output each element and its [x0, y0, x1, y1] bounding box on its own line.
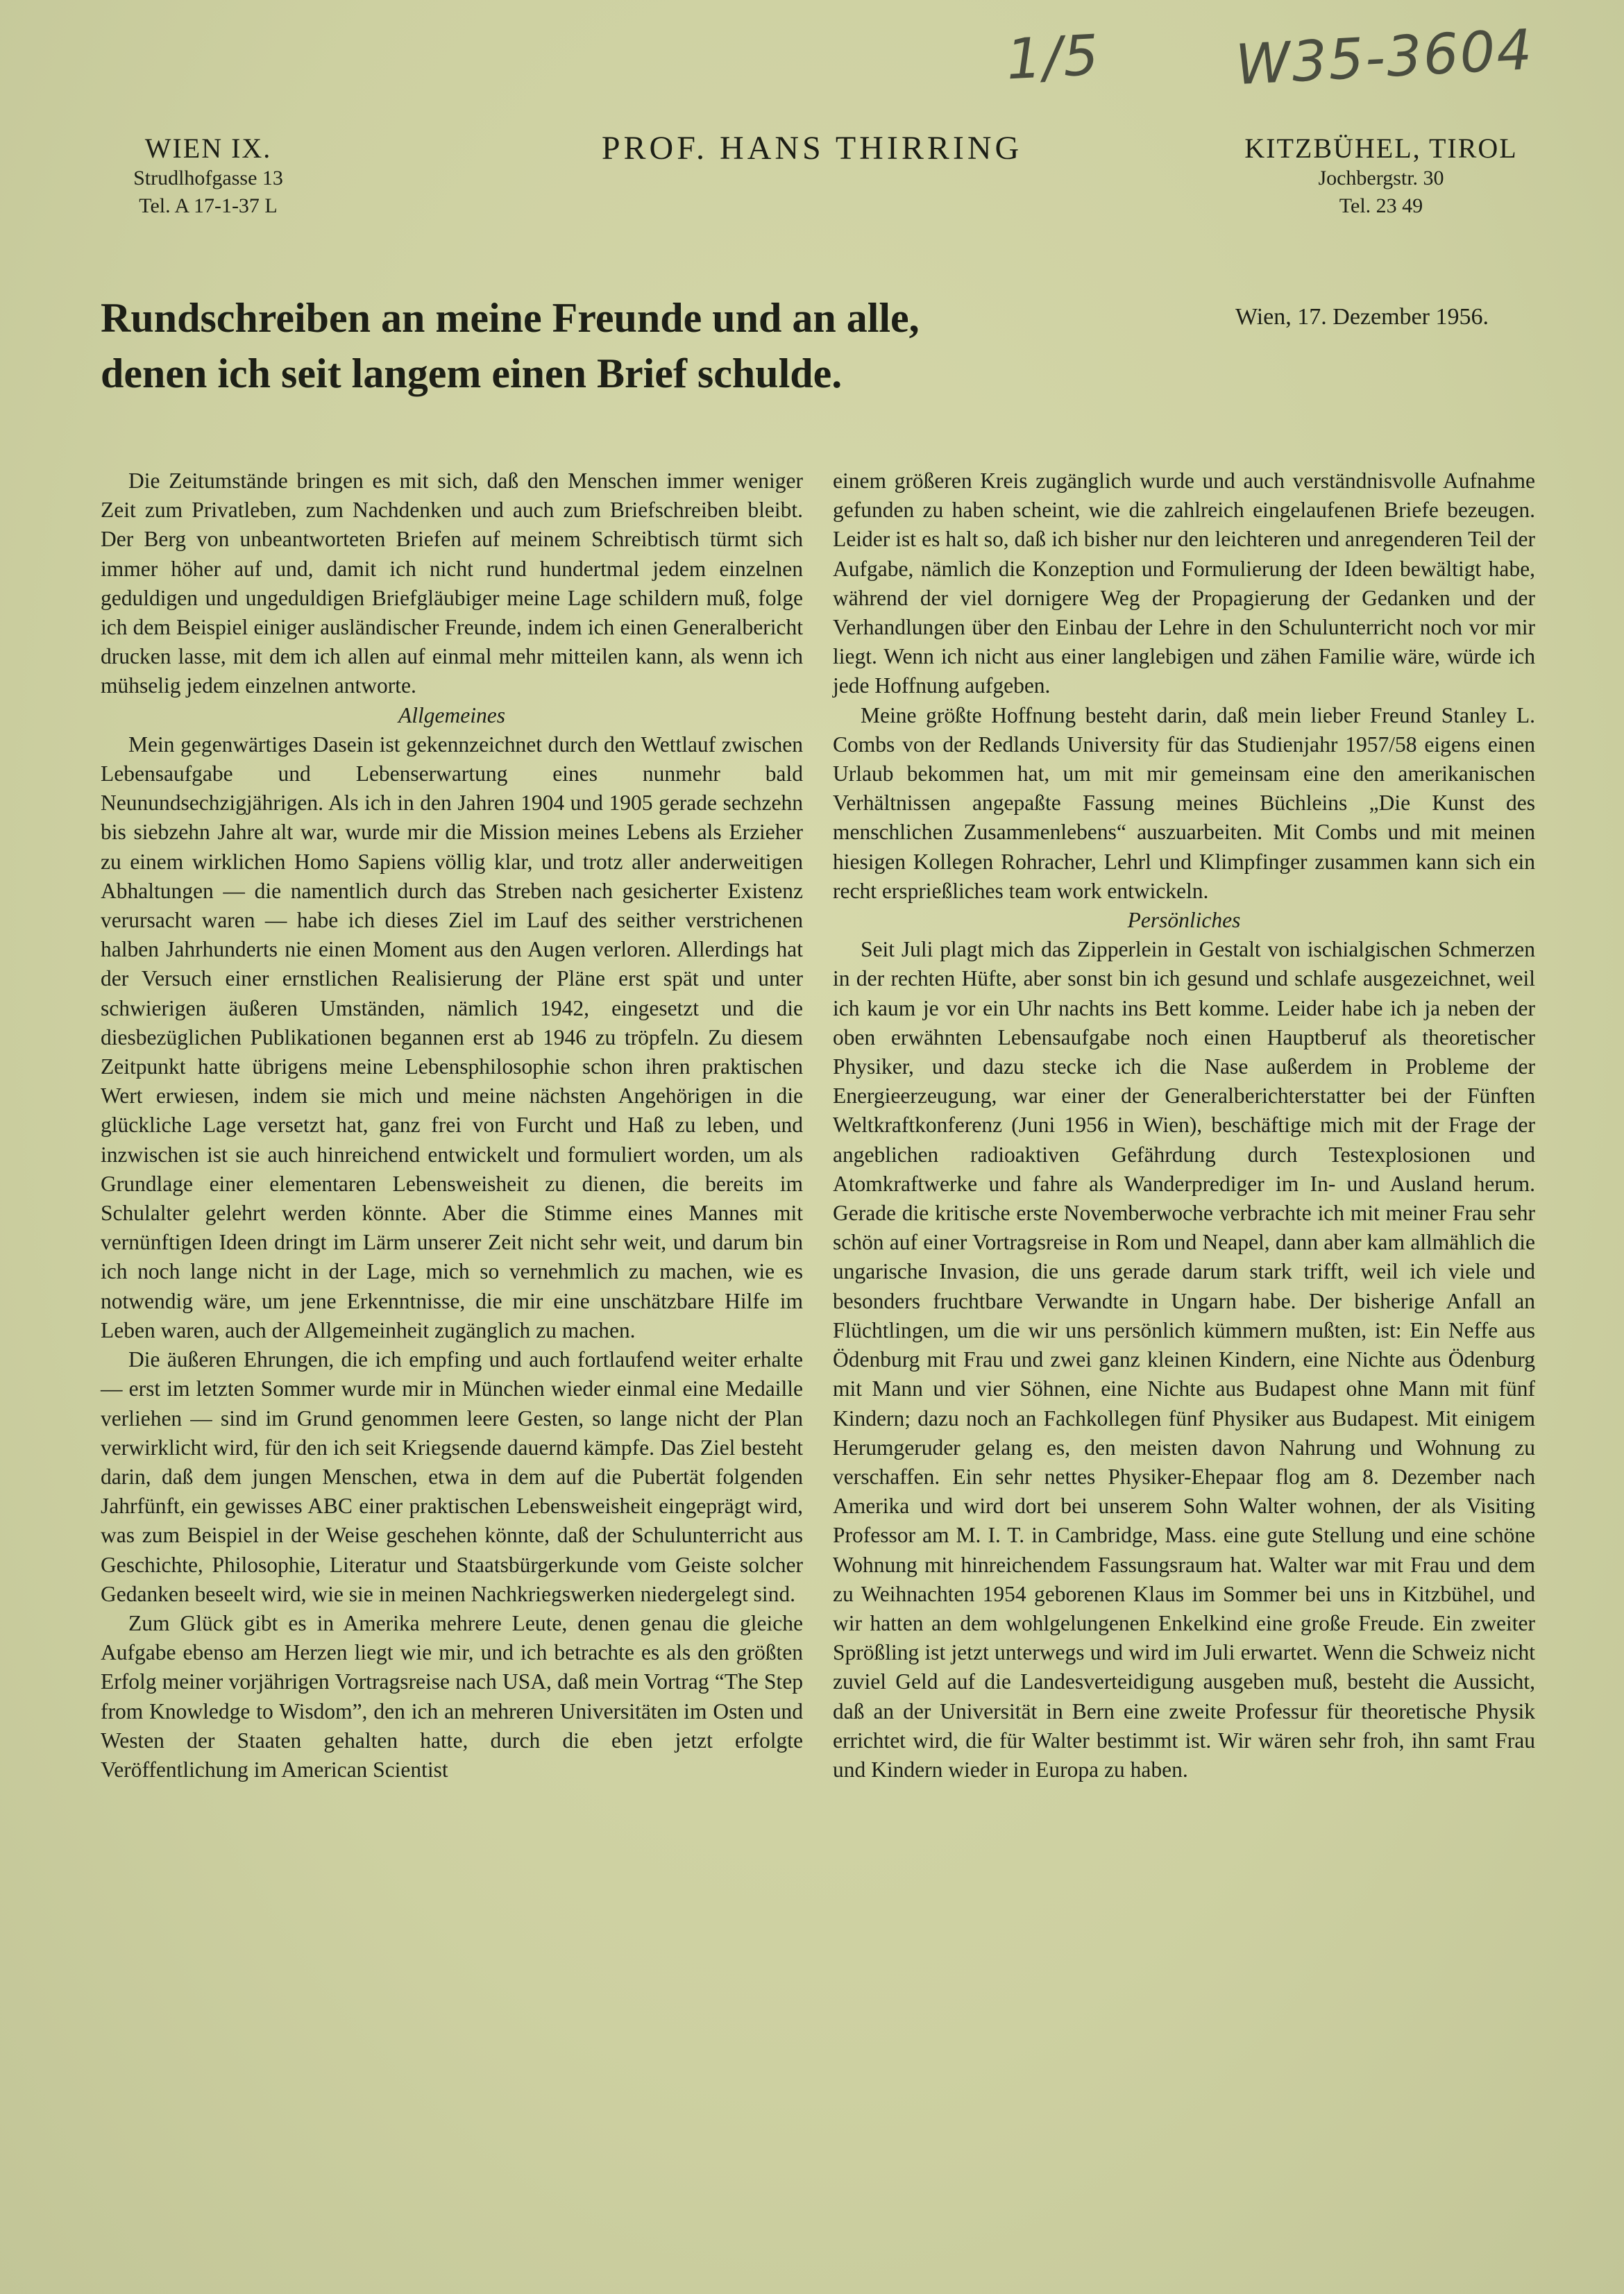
- section-heading-persoenliches: Persönliches: [1127, 908, 1241, 933]
- archive-number-handwritten: 1/5: [1004, 22, 1102, 92]
- letter-title: [101, 290, 1142, 401]
- section-heading-allgemeines: Allgemeines: [398, 702, 505, 727]
- paragraph: Die äußeren Ehrungen, die ich empfing und auch fortlaufend weiter erhalte — erst im letzten Sommer wurde mir in München wieder einmal eine Medaille verliehen — sind im Grund genommen leere Gesten, so lange nicht der Plan verwirklicht wird, für den ich seit Kriegsende dauernd kämpfe. Das Ziel besteht darin, daß dem jungen Menschen, etwa in dem auf die Pubertät folgenden Jahrfünft, ein gewisses ABC einer praktischen Lebensweisheit eingeprägt wird, was zum Beispiel in der Weise geschehen könnte, daß der Schulunterricht aus Geschichte, Philosophie, Literatur und Staatsbürgerkunde vom Geiste solcher Gedanken beseelt wird, wie sie in meinen Nachkriegswerken niedergelegt sind.: [101, 1347, 803, 1606]
- text-column-left: [101, 466, 803, 1785]
- paragraph: Zum Glück gibt es in Amerika mehrere Leute, denen genau die gleiche Aufgabe ebenso am Herzen liegt wie mir, und ich betrachte es als den größten Erfolg meiner vorjährigen Vortragsreise nach USA, daß mein Vortrag “The Step from Knowledge to Wisdom”, den ich an mehreren Universitäten im Osten und Westen der Staaten gehalten hatte, durch die eben jetzt erfolgte Veröffentlichung im American Scientist: [101, 1610, 803, 1782]
- letterhead-kitzbuehel-phone: Tel. 23 49: [1339, 194, 1423, 217]
- letter-date: Wien, 17. Dezember 1956.: [1235, 304, 1489, 330]
- paragraph: Die Zeitumstände bringen es mit sich, daß den Menschen immer weniger Zeit zum Privatleben, zum Nachdenken und auch zum Briefschreiben bleibt. Der Berg von unbeantworteten Briefen auf meinem Schreibtisch türmt sich immer höher auf und, damit ich nicht rund hundertmal jedem einzelnen geduldigen und ungeduldigen Briefgläubiger meine Lage schildern muß, folge ich dem Beispiel einiger ausländischer Freunde, indem ich einen Generalbericht drucken lasse, mit dem ich allen auf einmal mehr mitteilen kann, als wenn ich mühselig jedem einzelnen antworte.: [101, 469, 803, 698]
- paragraph: Seit Juli plagt mich das Zipperlein in Gestalt von ischialgischen Schmerzen in der rechten Hüfte, aber sonst bin ich gesund und schlafe ausgezeichnet, weil ich kaum je vor ein Uhr nachts ins Bett komme. Leider habe ich ja neben der oben erwähnten Lebensaufgabe noch einen Hauptberuf als theoretischer Physiker, und dazu stecke ich die Nase außerdem in Probleme der Energieerzeugung, war einer der Generalberichterstatter bei der Fünften Weltkraftkonferenz (Juni 1956 in Wien), beschäftige mich mit der Frage der angeblichen radioaktiven Gefährdung durch Testexplosionen und Atomkraftwerke und fahre als Wanderprediger im In- und Ausland herum. Gerade die kritische erste Novemberwoche verbrachte ich mit meiner Frau sehr schön auf einer Vortragsreise in Rom und Neapel, dann aber kam allmählich die ungarische Invasion, die uns gerade darum stark trifft, weil ich viele und besonders fruchtbare Verwandte in Ungarn habe. Der bisherige Anfall an Flüchtlingen, um die wir uns persönlich kümmern mußten, ist: Ein Neffe aus Ödenburg mit Frau und zwei ganz kleinen Kindern, eine Nichte aus Ödenburg mit Mann und vier Söhnen, eine Nichte aus Budapest ohne Mann mit fünf Kindern; dazu noch an Fachkollegen fünf Physiker aus Budapest. Mit einigem Herumgeruder gelang es, den meisten davon Nahrung und Wohnung zu verschaffen. Ein sehr nettes Physiker-Ehepaar flog am 8. Dezember nach Amerika und wird dort bei unserem Sohn Walter wohnen, der als Visiting Professor am M. I. T. in Cambridge, Mass. eine gute Stellung und eine schöne Wohnung mit hinreichendem Fassungsraum hat. Walter war mit Frau und dem zu Weihnachten 1954 geborenen Klaus im Sommer bei uns in Kitzbühel, und wir hatten an dem wohlgelungenen Enkelkind eine große Freude. Ein zweiter Sprößling ist jetzt unterwegs und wird im Juli erwartet. Wenn die Schweiz nicht zuviel Geld auf die Landesverteidigung ausgeben muß, besteht die Aussicht, daß an der Universität in Bern eine zweite Professur für theoretische Physik errichtet wird, die für Walter bestimmt ist. Wir wären sehr froh, ihn samt Frau und Kindern wieder in Europa zu haben.: [833, 937, 1535, 1782]
- paragraph-continued: einem größeren Kreis zugänglich wurde und auch verständnisvolle Aufnahme gefunden zu haben scheint, wie die zahlreich eingelaufenen Briefe bezeugen. Leider ist es halt so, daß ich bisher nur den leichteren und anregenderen Teil der Aufgabe, nämlich die Konzeption und Formulierung der Ideen bewältigt habe, während der viel dornigere Weg der Propagierung der Gedanken und der Verhandlungen über den Einbau der Lehre in den Schulunterricht noch vor mir liegt. Wenn ich nicht aus einer langlebigen und zähen Familie wäre, würde ich jede Hoffnung aufgeben.: [833, 469, 1535, 698]
- archive-signature-handwritten: W35-3604: [1233, 17, 1535, 98]
- letter-title-line-2: denen ich seit langem einen Brief schulde.: [101, 351, 843, 396]
- paragraph: Meine größte Hoffnung besteht darin, daß mein lieber Freund Stanley L. Combs von der Redlands University für das Studienjahr 1957/58 eigens einen Urlaub bekommen hat, um mit mir gemeinsam eine den amerikanischen Verhältnissen angepaßte Fassung meines Büchleins „Die Kunst des menschlichen Zusammenlebens“ auszuarbeiten. Mit Combs und mit meinen hiesigen Kollegen Rohracher, Lehrl und Klimpfinger zusammen kann sich ein recht ersprießliches team work entwickeln.: [833, 702, 1535, 903]
- letterhead-kitzbuehel-address: [1242, 132, 1520, 220]
- letter-title-line-1: Rundschreiben an meine Freunde und an alle,: [101, 295, 920, 341]
- letterhead-vienna-phone: Tel. A 17-1-37 L: [139, 194, 278, 217]
- text-column-right: [833, 466, 1535, 1785]
- letterhead-kitzbuehel-street: Jochbergstr. 30: [1318, 167, 1444, 189]
- letterhead-kitzbuehel-city: KITZBÜHEL, TIROL: [1244, 133, 1518, 164]
- letterhead-vienna-city: WIEN IX.: [144, 133, 272, 164]
- letterhead-vienna-street: Strudlhofgasse 13: [133, 167, 283, 189]
- letterhead-name: PROF. HANS THIRRING: [601, 130, 1023, 167]
- paragraph: Mein gegenwärtiges Dasein ist gekennzeichnet durch den Wettlauf zwischen Lebensaufgabe und Lebenserwartung eines nunmehr bald Neunundsechzigjährigen. Als ich in den Jahren 1904 und 1905 gerade sechzehn bis siebzehn Jahre alt war, wurde mir die Mission meines Lebens als Erzieher zu einem wirklichen Homo Sapiens völlig klar, und trotz aller anderweitigen Abhaltungen — die namentlich durch das Streben nach gesicherter Existenz verursacht waren — habe ich dieses Ziel im Lauf des seither verstrichenen halben Jahrhunderts nie einen Moment aus den Augen verloren. Allerdings hat der Versuch einer ernstlichen Realisierung der Pläne erst spät und unter schwierigen äußeren Umständen, nämlich 1942, eingesetzt und die diesbezüglichen Publikationen begannen erst ab 1946 zu tröpfeln. Zu diesem Zeitpunkt hatte übrigens meine Lebensphilosophie schon ihren praktischen Wert erwiesen, indem sie mich und meine nächsten Angehörigen in die glückliche Lage versetzt hat, ganz frei von Furcht und Haß zu leben, und inzwischen ist sie auch hinreichend entwickelt und formuliert worden, um als Grundlage einer elementaren Lebensweisheit zu dienen, die bereits im Schulalter gelehrt werden könnte. Aber die Stimme eines Mannes mit vernünftigen Ideen dringt im Lärm unserer Zeit nicht sehr weit, und darum bin ich noch lange nicht in der Lage, mich so vernehmlich zu machen, wie es notwendig wäre, um jene Erkenntnisse, die mir eine unschätzbare Hilfe im Leben waren, auch der Allgemeinheit zugänglich zu machen.: [101, 732, 803, 1342]
